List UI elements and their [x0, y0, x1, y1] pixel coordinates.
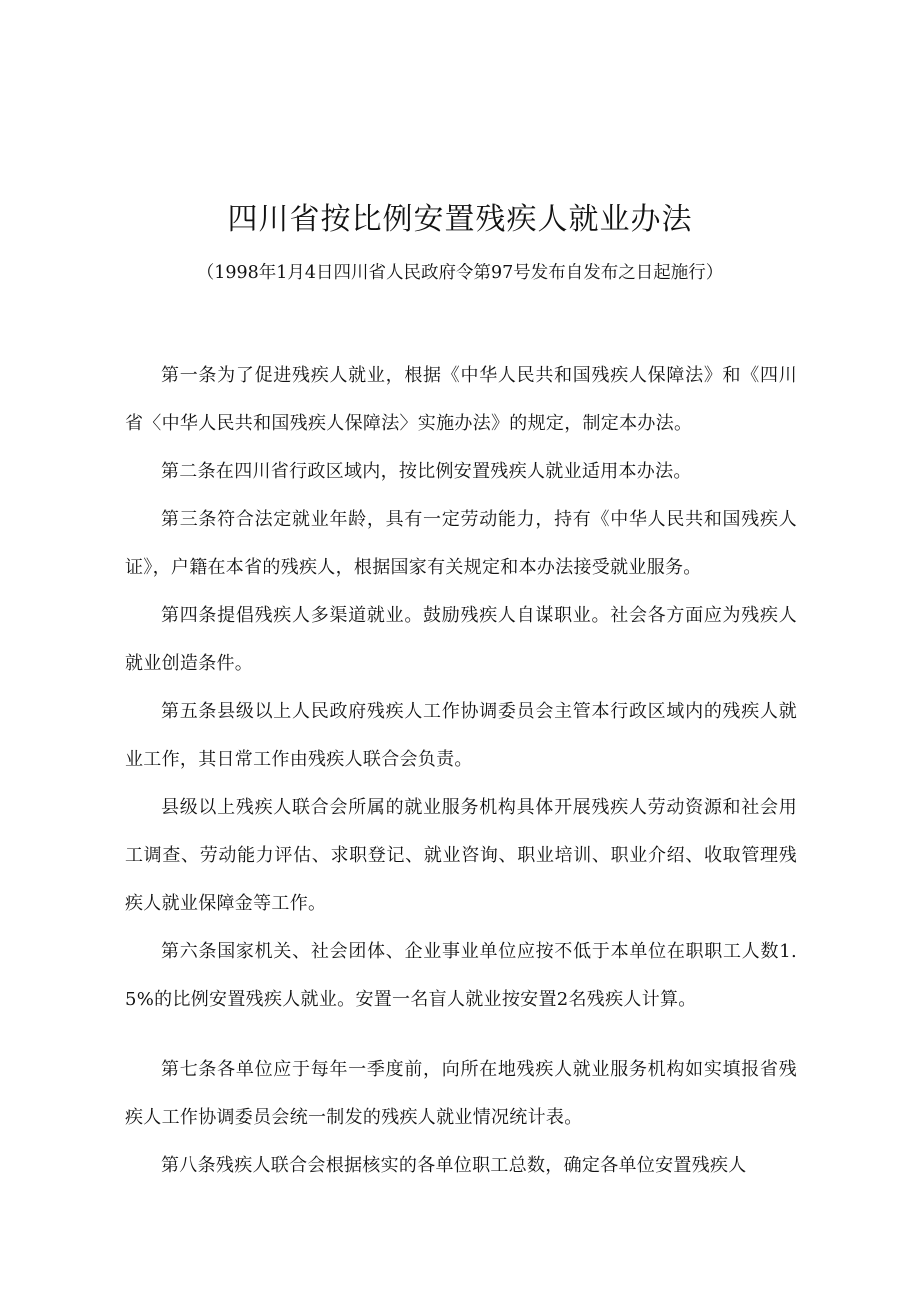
document-body: [125, 352, 797, 1190]
article-4-paragraph: 第四条提倡残疾人多渠道就业。鼓励残疾人自谋职业。社会各方面应为残疾人就业创造条件。: [125, 605, 797, 674]
article-5-paragraph: 第五条县级以上人民政府残疾人工作协调委员会主管本行政区域内的残疾人就业工作，其日常工作由残疾人联合会负责。: [125, 701, 797, 770]
article-1-paragraph: 第一条为了促进残疾人就业，根据《中华人民共和国残疾人保障法》和《四川省〈中华人民共和国残疾人保障法〉实施办法》的规定，制定本办法。: [125, 365, 797, 434]
document-subtitle: （1998年1月4日四川省人民政府令第97号发布自发布之日起施行）: [196, 263, 724, 283]
document-title: 四川省按比例安置残疾人就业办法: [227, 202, 693, 237]
article-8-paragraph: 第八条残疾人联合会根据核实的各单位职工总数，确定各单位安置残疾人: [161, 1155, 747, 1176]
article-5-sub-paragraph: 县级以上残疾人联合会所属的就业服务机构具体开展残疾人劳动资源和社会用工调查、劳动能力评估、求职登记、就业咨询、职业培训、职业介绍、收取管理残疾人就业保障金等工作。: [125, 797, 797, 914]
article-2-paragraph: 第二条在四川省行政区域内，按比例安置残疾人就业适用本办法。: [161, 461, 692, 482]
article-7-paragraph: 第七条各单位应于每年一季度前，向所在地残疾人就业服务机构如实填报省残疾人工作协调委员会统一制发的残疾人就业情况统计表。: [125, 1059, 797, 1128]
article-3-paragraph: 第三条符合法定就业年龄，具有一定劳动能力，持有《中华人民共和国残疾人证》，户籍在本省的残疾人，根据国家有关规定和本办法接受就业服务。: [125, 509, 797, 578]
article-6-paragraph: 第六条国家机关、社会团体、企业事业单位应按不低于本单位在职职工人数1.5%的比例安置残疾人就业。安置一名盲人就业按安置2名残疾人计算。: [125, 941, 797, 1010]
